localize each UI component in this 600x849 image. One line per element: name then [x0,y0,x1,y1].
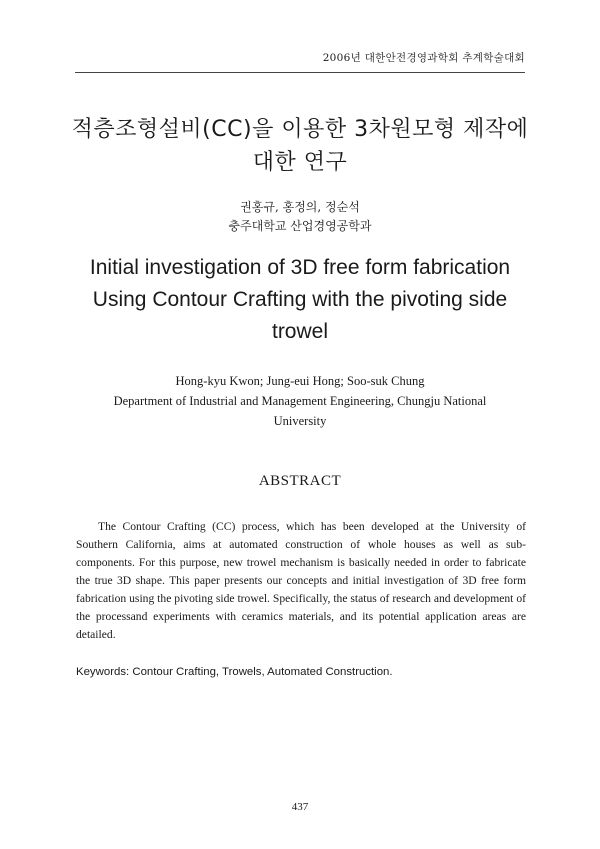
english-author-block [55,371,545,431]
english-affiliation-line-2: University [273,414,327,428]
korean-author-block [60,198,540,236]
korean-title-line-1: 적층조형설비(CC)을 이용한 3차원모형 제작에 [71,117,529,142]
english-title-line-3: trowel [271,320,329,343]
abstract-body: The Contour Crafting (CC) process, which has been developed at the University of Southern California, aims at automated construction of whole houses as well as sub-components. For this purpose, new trowel mechanism is basically needed in order to fabricate the true 3D shape. This paper presents our concepts and initial investigation of 3D free form fabrication using the pivoting side trowel. Specifically, the status of research and development of the processand experiments with ceramics materials, and its potential application areas are detailed. [76,520,526,641]
korean-authors: 권홍규, 홍정의, 정순석 [240,200,360,214]
conference-name: 2006년 대한안전경영과학회 추계학술대회 [322,52,525,64]
keywords: Keywords: Contour Crafting, Trowels, Automated Construction. [76,666,393,678]
english-title [55,252,545,348]
korean-title [60,113,540,179]
korean-affiliation: 충주대학교 산업경영공학과 [228,219,372,233]
abstract-heading: ABSTRACT [258,473,342,489]
english-authors: Hong-kyu Kwon; Jung-eui Hong; Soo-suk Chung [175,374,425,388]
english-title-line-1: Initial investigation of 3D free form fabrication [89,256,511,279]
english-affiliation-line-1: Department of Industrial and Management Engineering, Chungju National [113,394,487,408]
page-number: 437 [291,801,309,813]
running-header [75,50,525,73]
english-title-line-2: Using Contour Crafting with the pivoting side [92,288,508,311]
korean-title-line-2: 대한 연구 [252,150,348,175]
